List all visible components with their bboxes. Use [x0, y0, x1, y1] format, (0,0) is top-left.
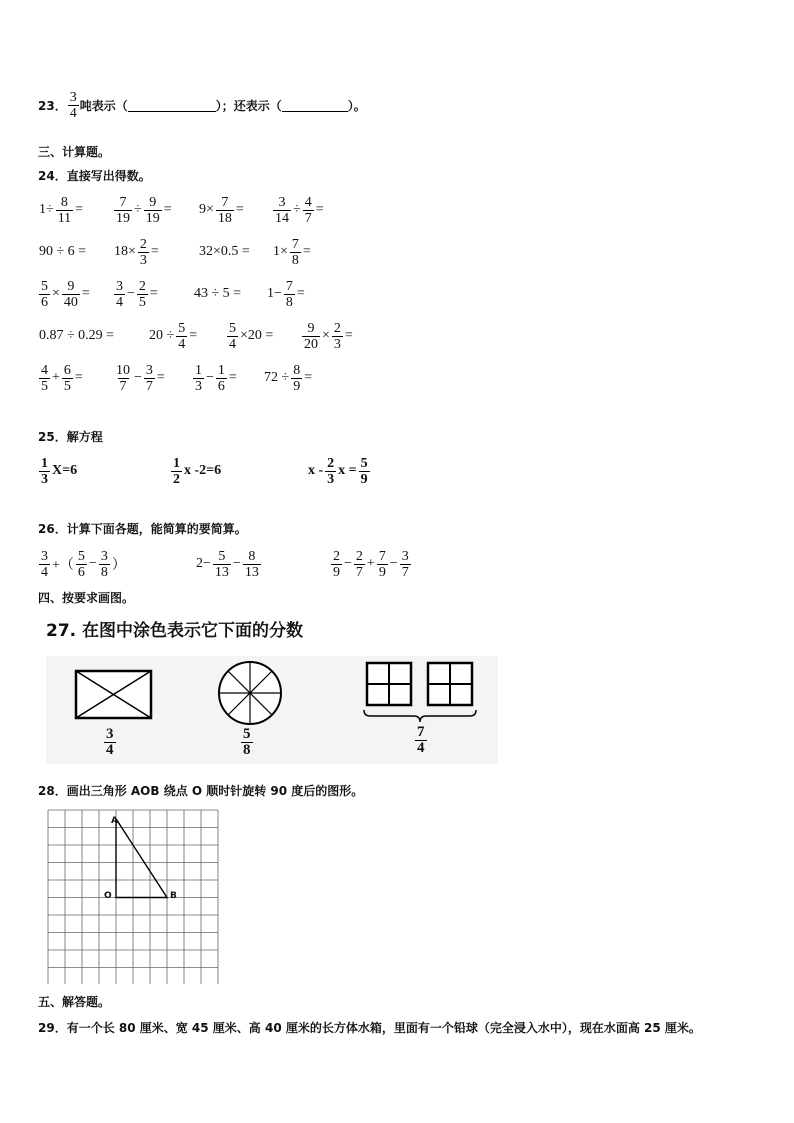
numerator: 4	[304, 194, 312, 210]
expression-text: =	[315, 202, 324, 217]
denominator: 20	[304, 336, 318, 352]
question-text: 吨表示（	[79, 99, 128, 113]
question-number: 23．	[38, 99, 67, 113]
denominator: 3	[41, 471, 48, 487]
fraction	[56, 195, 73, 226]
expression-text: =	[74, 370, 83, 385]
circle-eighths[interactable]	[219, 662, 281, 724]
expression-text: 2−	[196, 556, 211, 571]
denominator: 9	[333, 564, 340, 580]
fraction	[273, 195, 291, 226]
expression-text: ×20 =	[240, 328, 274, 343]
expression-text: −	[232, 556, 241, 571]
expression-text: ×	[322, 328, 330, 343]
numerator: 7	[119, 194, 127, 210]
numerator: 7	[285, 278, 293, 294]
expression-text: +（	[52, 558, 74, 573]
numerator: 9	[67, 278, 75, 294]
expression-text: ÷	[293, 202, 301, 217]
fraction	[302, 321, 320, 352]
numerator: 5	[77, 548, 85, 564]
numerator: 2	[327, 455, 335, 471]
calc-item[interactable]	[38, 190, 84, 230]
denominator: 8	[100, 564, 108, 580]
numerator: 5	[178, 320, 186, 336]
question-28-title: 28．画出三角形 AOB 绕点 O 顺时针旋转 90 度后的图形。	[38, 784, 364, 798]
expression-text: 1−	[267, 286, 282, 301]
denominator: 4	[229, 336, 236, 352]
expression-text: =	[296, 286, 305, 301]
answer-blank-1[interactable]	[128, 100, 216, 112]
question-25-title: 25．解方程	[38, 430, 103, 444]
calc-item[interactable]	[113, 274, 159, 314]
expression-text: −	[134, 370, 142, 385]
rectangle-quarters[interactable]	[76, 671, 151, 718]
section-heading: 五、解答题。	[38, 995, 111, 1009]
expression-text: =	[81, 286, 90, 301]
denominator: 9	[293, 378, 301, 394]
calc-item[interactable]	[38, 274, 91, 314]
expression-text: 43 ÷ 5 =	[194, 286, 242, 301]
numerator: 3	[116, 278, 123, 294]
numerator: 6	[63, 362, 71, 378]
section-heading: 三、计算题。	[38, 145, 111, 159]
fraction	[216, 195, 234, 226]
calc-item[interactable]	[272, 190, 325, 230]
fraction	[400, 549, 411, 580]
question-27-title: 27. 在图中涂色表示它下面的分数	[46, 621, 304, 641]
denominator: 8	[285, 294, 293, 310]
fraction	[359, 456, 370, 487]
expression-text: =	[163, 202, 172, 217]
numerator: 8	[293, 362, 301, 378]
expression-text: −	[389, 556, 398, 571]
point-a-label: A	[111, 816, 118, 826]
numerator: 9	[149, 194, 157, 210]
calc-item[interactable]	[266, 274, 306, 314]
denominator: 6	[217, 378, 225, 394]
question-26-title: 26．计算下面各题，能简算的要简算。	[38, 522, 247, 536]
numerator: 7	[221, 194, 229, 210]
denominator: 11	[57, 210, 72, 226]
denominator: 18	[217, 210, 232, 226]
expression-text: =	[302, 244, 311, 259]
expression-text: ×	[52, 286, 60, 301]
fraction	[62, 363, 73, 394]
denominator: 14	[275, 210, 289, 226]
fraction	[284, 279, 295, 310]
numerator: 2	[138, 278, 146, 294]
denominator: 5	[63, 378, 71, 394]
expression-text: 18×	[114, 244, 136, 259]
expression-text: =	[235, 202, 244, 217]
denominator: 6	[41, 294, 48, 310]
expression-text: x -2=6	[184, 463, 222, 478]
numerator: 8	[60, 194, 68, 210]
fraction	[193, 363, 204, 394]
fraction	[332, 321, 343, 352]
numerator: 9	[307, 320, 315, 336]
calc-item[interactable]	[38, 232, 87, 272]
calc-item[interactable]	[272, 232, 312, 272]
denominator: 7	[145, 378, 153, 394]
expression-text: =	[228, 370, 237, 385]
denominator: 5	[138, 294, 146, 310]
calc-item[interactable]	[193, 274, 242, 314]
denominator: 6	[77, 564, 85, 580]
numerator: 3	[100, 548, 108, 564]
denominator: 13	[244, 564, 259, 580]
expression-text: 9×	[199, 202, 214, 217]
fraction	[227, 321, 238, 352]
fraction	[290, 237, 301, 268]
square-quarters-right[interactable]	[428, 663, 472, 705]
denominator: 2	[173, 471, 180, 487]
calc-item[interactable]	[38, 358, 84, 398]
calc-item[interactable]	[263, 358, 313, 398]
fraction	[144, 195, 162, 226]
expression-text: =	[304, 370, 313, 385]
question-text: ）；还表示（	[215, 99, 282, 113]
fraction	[39, 279, 50, 310]
denominator: 3	[139, 252, 147, 268]
simplify-expression[interactable]	[195, 544, 262, 584]
expression-text: 0.87 ÷ 0.29 =	[39, 328, 115, 343]
denominator: 4	[116, 294, 123, 310]
denominator: 7	[401, 564, 409, 580]
expression-text: 1×	[273, 244, 288, 259]
fraction-label-1: $\frac{3}{4}$	[106, 726, 114, 758]
point-b-label: B	[170, 891, 177, 901]
expression-text: =	[150, 244, 159, 259]
calc-item[interactable]	[38, 316, 115, 356]
numerator: 3	[145, 362, 153, 378]
expression-text: +	[366, 556, 375, 571]
brace	[364, 710, 476, 722]
square-quarters-left[interactable]	[367, 663, 411, 705]
simplify-expression[interactable]	[38, 544, 127, 584]
fraction	[243, 549, 261, 580]
numerator: 5	[360, 455, 368, 471]
fraction: $\frac{3}{4}$	[69, 90, 77, 121]
simplify-expression[interactable]	[330, 544, 412, 584]
denominator: 13	[214, 564, 229, 580]
fraction	[138, 237, 149, 268]
fraction	[171, 456, 182, 487]
numerator: 3	[41, 548, 48, 564]
expression-text: x -	[308, 463, 324, 478]
numerator: 1	[41, 455, 48, 471]
fraction	[176, 321, 187, 352]
section-heading: 四、按要求画图。	[38, 591, 135, 605]
calc-item[interactable]	[301, 316, 354, 356]
fraction	[216, 363, 227, 394]
fraction-label-2: $\frac{5}{8}$	[243, 726, 251, 758]
expression-text: 72 ÷	[264, 370, 290, 385]
numerator: 2	[355, 548, 363, 564]
numerator: 1	[195, 362, 202, 378]
numerator: 8	[248, 548, 256, 564]
denominator: 3	[333, 336, 341, 352]
rotation-grid[interactable]	[44, 806, 220, 984]
expression-text: 20 ÷	[149, 328, 175, 343]
expression-text: 32×0.5 =	[199, 244, 250, 259]
calc-item[interactable]	[113, 358, 166, 398]
fraction	[291, 363, 302, 394]
fraction	[99, 549, 110, 580]
denominator: 3	[327, 471, 335, 487]
fraction	[39, 363, 50, 394]
fraction	[137, 279, 148, 310]
calc-item[interactable]	[226, 316, 274, 356]
fraction	[213, 549, 231, 580]
denominator: 40	[63, 294, 78, 310]
expression-text: −	[127, 286, 135, 301]
equation[interactable]	[307, 451, 371, 491]
numerator: 3	[401, 548, 409, 564]
calc-item[interactable]	[198, 190, 245, 230]
question-24-title: 24．直接写出得数。	[38, 169, 151, 183]
numerator: 7	[378, 548, 386, 564]
numerator: 5	[218, 548, 226, 564]
numerator: 3	[278, 194, 286, 210]
fraction	[325, 456, 336, 487]
calc-item[interactable]	[148, 316, 198, 356]
expression-text: =	[75, 202, 84, 217]
numerator: 5	[229, 320, 236, 336]
fraction-label-3: $\frac{7}{4}$	[417, 724, 425, 756]
denominator: 7	[119, 378, 127, 394]
denominator: 9	[378, 564, 386, 580]
question-29: 29．有一个长 80 厘米、宽 45 厘米、高 40 厘米的长方体水箱，里面有一个铅球（完全浸入水中），现在水面高 25 厘米。	[38, 1021, 701, 1035]
numerator: 2	[333, 548, 340, 564]
numerator: 7	[291, 236, 299, 252]
denominator: 5	[41, 378, 48, 394]
expression-text: 1÷	[39, 202, 54, 217]
expression-text: =	[189, 328, 198, 343]
expression-text: =	[344, 328, 353, 343]
denominator: 8	[291, 252, 299, 268]
fraction	[39, 456, 50, 487]
numerator: 4	[41, 362, 48, 378]
point-o-label: O	[104, 891, 112, 901]
expression-text: −	[206, 370, 214, 385]
fraction	[144, 363, 155, 394]
fraction	[39, 549, 50, 580]
denominator: 19	[145, 210, 160, 226]
calc-item[interactable]	[113, 190, 173, 230]
denominator: 4	[41, 564, 48, 580]
fraction	[76, 549, 87, 580]
expression-text: ）	[111, 558, 126, 573]
numerator: 1	[217, 362, 225, 378]
numerator: 5	[41, 278, 48, 294]
fraction	[331, 549, 342, 580]
expression-text: −	[344, 556, 352, 571]
fraction	[114, 279, 125, 310]
fraction	[303, 195, 314, 226]
numerator: 10	[116, 362, 130, 378]
triangle-aob	[116, 819, 167, 898]
fraction	[377, 549, 388, 580]
denominator: 4	[178, 336, 186, 352]
expression-text: =	[156, 370, 165, 385]
expression-text: =	[149, 286, 158, 301]
fraction	[354, 549, 365, 580]
answer-blank-2[interactable]	[282, 100, 348, 112]
expression-text: X=6	[52, 463, 78, 478]
numerator: 1	[173, 455, 180, 471]
denominator: 7	[355, 564, 363, 580]
fraction	[62, 279, 80, 310]
calc-item[interactable]	[198, 232, 251, 272]
fraction	[114, 363, 132, 394]
numerator: 2	[139, 236, 147, 252]
denominator: 9	[360, 471, 368, 487]
question-23	[38, 90, 366, 121]
numerator: 2	[333, 320, 341, 336]
expression-text: 90 ÷ 6 =	[39, 244, 87, 259]
denominator: 7	[304, 210, 312, 226]
expression-text: +	[52, 370, 60, 385]
calc-item[interactable]	[192, 358, 238, 398]
equation[interactable]	[170, 451, 222, 491]
equation[interactable]	[38, 451, 78, 491]
expression-text: x =	[338, 463, 357, 478]
calc-item[interactable]	[113, 232, 160, 272]
denominator: 3	[195, 378, 202, 394]
question-text: ）。	[347, 99, 366, 113]
expression-text: ÷	[134, 202, 142, 217]
expression-text: −	[88, 556, 97, 571]
fraction	[114, 195, 132, 226]
denominator: 19	[116, 210, 130, 226]
